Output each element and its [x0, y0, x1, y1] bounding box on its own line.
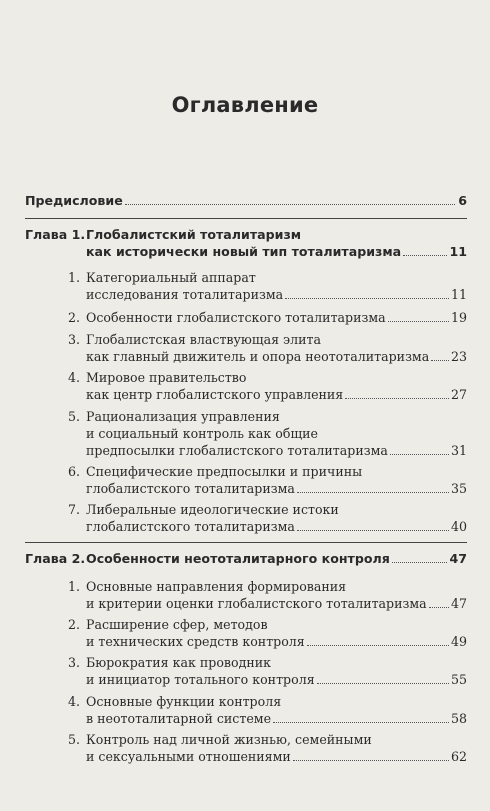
section-title-line: Основные направления формирования [86, 579, 347, 594]
section-title-line: Контроль над личной жизнью, семейными [86, 732, 372, 747]
section-number: 1. [67, 579, 80, 594]
toc-entry-section [86, 578, 467, 612]
entry-label: Предисловие [25, 193, 123, 208]
section-number: 2. [67, 310, 80, 325]
leader-dots [125, 204, 455, 205]
toc-entry-section [86, 654, 467, 688]
section-title-line: Бюрократия как проводник [86, 655, 271, 670]
toc-entry-section [86, 331, 467, 365]
section-number: 3. [67, 655, 80, 670]
divider [25, 542, 467, 543]
entry-page: 23 [450, 349, 467, 364]
entry-page: 27 [450, 387, 467, 402]
entry-page: 31 [450, 443, 467, 458]
chapter-title-line: как исторически новый тип тоталитаризма [86, 244, 402, 259]
chapter-label: Глава 1. [25, 227, 86, 242]
toc-entry-section [86, 408, 467, 459]
entry-page: 58 [450, 711, 467, 726]
chapter-label: Глава 2. [25, 551, 86, 566]
chapter-title-line: Особенности неототалитарного контроля [86, 551, 390, 566]
section-title-line: и инициатор тотального контроля [86, 672, 315, 687]
toc-entry-chapter-2 [86, 550, 467, 567]
page-title: Оглавление [171, 93, 319, 117]
chapter-title-line: Глобалистский тоталитаризм [86, 227, 302, 242]
leader-dots [307, 645, 449, 646]
section-title-line: Мировое правительство [86, 370, 247, 385]
toc-entry-preface [25, 192, 467, 209]
entry-page: 47 [450, 596, 467, 611]
toc-entry-section [86, 309, 467, 326]
toc-entry-section [86, 269, 467, 303]
entry-page: 35 [450, 481, 467, 496]
entry-page: 11 [449, 244, 467, 259]
toc-entry-section [86, 463, 467, 497]
section-title-line: исследования тоталитаризма [86, 287, 284, 302]
section-title-line: Основные функции контроля [86, 694, 282, 709]
section-title-line: глобалистского тоталитаризма [86, 481, 295, 496]
section-number: 1. [67, 270, 80, 285]
section-title-line: Категориальный аппарат [86, 270, 256, 285]
section-number: 4. [67, 370, 80, 385]
entry-page: 11 [450, 287, 467, 302]
section-title-line: Специфические предпосылки и причины [86, 464, 363, 479]
section-title-line: Особенности глобалистского тоталитаризма [86, 310, 386, 325]
section-number: 5. [67, 732, 80, 747]
section-number: 4. [67, 694, 80, 709]
section-title-line: и сексуальными отношениями [86, 749, 291, 764]
entry-page: 40 [450, 519, 467, 534]
section-title-line: в неототалитарной системе [86, 711, 272, 726]
section-title-line: предпосылки глобалистского тоталитаризма [86, 443, 388, 458]
leader-dots [388, 321, 449, 322]
leader-dots [390, 454, 449, 455]
toc-entry-section [86, 731, 467, 765]
leader-dots [431, 360, 449, 361]
section-number: 6. [67, 464, 80, 479]
leader-dots [429, 607, 449, 608]
toc-entry-section [86, 616, 467, 650]
section-title-line: и технических средств контроля [86, 634, 305, 649]
section-title-line: Расширение сфер, методов [86, 617, 268, 632]
section-title-line: как центр глобалистского управления [86, 387, 344, 402]
entry-page: 49 [450, 634, 467, 649]
leader-dots [403, 255, 447, 256]
section-number: 5. [67, 409, 80, 424]
section-title-line: как главный движитель и опора неототалитаризма [86, 349, 430, 364]
toc-entry-chapter-1 [86, 226, 467, 260]
section-number: 2. [67, 617, 80, 632]
section-number: 3. [67, 332, 80, 347]
entry-page: 6 [458, 193, 467, 208]
toc-entry-section [86, 369, 467, 403]
section-title-line: Либеральные идеологические истоки [86, 502, 339, 517]
divider [25, 218, 467, 219]
entry-page: 47 [449, 551, 467, 566]
leader-dots [285, 298, 449, 299]
leader-dots [345, 398, 449, 399]
entry-page: 55 [450, 672, 467, 687]
section-title-line: Рационализация управления [86, 409, 280, 424]
toc-entry-section [86, 501, 467, 535]
section-title-line: и социальный контроль как общие [86, 426, 318, 441]
leader-dots [293, 760, 449, 761]
section-number: 7. [67, 502, 80, 517]
section-title-line: глобалистского тоталитаризма [86, 519, 295, 534]
leader-dots [297, 530, 449, 531]
leader-dots [317, 683, 449, 684]
section-title-line: и критерии оценки глобалистского тоталитаризма [86, 596, 427, 611]
entry-page: 62 [450, 749, 467, 764]
section-title-line: Глобалистская властвующая элита [86, 332, 321, 347]
leader-dots [392, 562, 448, 563]
leader-dots [297, 492, 449, 493]
toc-entry-section [86, 693, 467, 727]
entry-page: 19 [450, 310, 467, 325]
leader-dots [273, 722, 449, 723]
